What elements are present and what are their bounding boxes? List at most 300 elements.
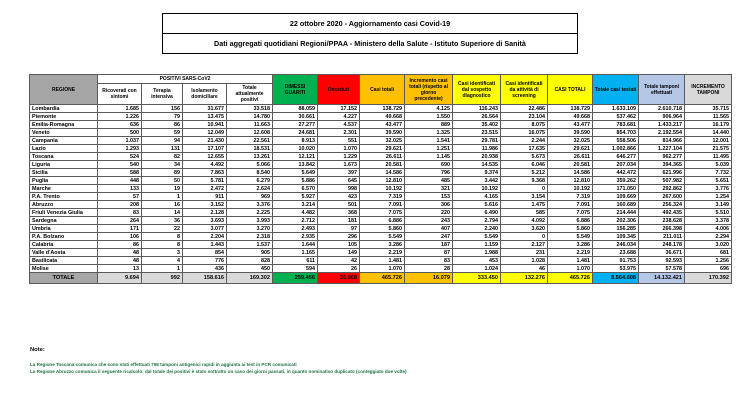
value-cell: 7.319	[360, 193, 405, 201]
value-cell: 26.564	[453, 113, 501, 121]
region-name: Toscana	[30, 153, 98, 161]
value-cell: 1.481	[360, 257, 405, 265]
value-cell: 17.635	[501, 145, 548, 153]
col-header-casi-totali-2: CASI TOTALI	[548, 75, 593, 105]
value-cell: 1.159	[453, 241, 501, 249]
value-cell: 11.565	[685, 113, 732, 121]
value-cell: 594	[273, 265, 318, 273]
value-cell: 8.540	[227, 169, 273, 177]
table-row	[30, 161, 732, 169]
value-cell: 83	[405, 257, 453, 265]
value-cell: 2.204	[183, 233, 227, 241]
value-cell: 1.254	[685, 193, 732, 201]
value-cell: 19	[142, 185, 183, 193]
col-header-screening: Casi identificati da attività di screening	[501, 75, 548, 105]
value-cell: 14.535	[453, 161, 501, 169]
value-cell: 131	[142, 145, 183, 153]
region-name: Valle d'Aosta	[30, 249, 98, 257]
value-cell: 5.549	[360, 233, 405, 241]
value-cell: 1.070	[548, 265, 593, 273]
value-cell: 106	[98, 233, 142, 241]
table-body	[30, 105, 732, 273]
value-cell: 11.495	[685, 153, 732, 161]
value-cell: 6.490	[453, 209, 501, 217]
note-line-abruzzo: La Regione Abruzzo comunica il seguente ricalcolo: dal totale dei positivi è stato sottratto un caso dei giorni passati, in quanto nominativo duplicato (conteggiato due volte)	[30, 368, 407, 374]
col-header-dimessi-guariti: DIMESSI GUARITI	[273, 75, 318, 105]
value-cell: 6.046	[501, 161, 548, 169]
value-cell: 1.256	[685, 257, 732, 265]
value-cell: 4.227	[318, 113, 360, 121]
total-value-cell: 170.392	[685, 273, 732, 284]
value-cell: 11.663	[227, 121, 273, 129]
value-cell: 267.600	[639, 193, 685, 201]
value-cell: 911	[183, 193, 227, 201]
value-cell: 450	[227, 265, 273, 273]
value-cell: 3.378	[685, 217, 732, 225]
value-cell: 238.628	[639, 217, 685, 225]
value-cell: 8	[142, 233, 183, 241]
value-cell: 6.886	[360, 217, 405, 225]
value-cell: 91.753	[593, 257, 639, 265]
col-header-ricoverati: Ricoverati con sintomi	[98, 84, 142, 105]
value-cell: 149	[318, 249, 360, 257]
value-cell: 1.293	[98, 145, 142, 153]
value-cell: 5.781	[183, 177, 227, 185]
value-cell: 10.192	[360, 185, 405, 193]
value-cell: 3.270	[227, 225, 273, 233]
total-value-cell: 36.968	[318, 273, 360, 284]
value-cell: 4.092	[501, 217, 548, 225]
value-cell: 46	[501, 265, 548, 273]
value-cell: 611	[273, 257, 318, 265]
value-cell: 82	[142, 153, 183, 161]
value-cell: 3.286	[548, 241, 593, 249]
value-cell: 208	[98, 201, 142, 209]
col-header-totale-positivi: Totale attualmente positivi	[227, 84, 273, 105]
value-cell: 181	[318, 217, 360, 225]
value-cell: 5.549	[453, 233, 501, 241]
value-cell: 94	[142, 137, 183, 145]
table-row	[30, 225, 732, 233]
total-value-cell: 158.616	[183, 273, 227, 284]
table-row	[30, 113, 732, 121]
value-cell: 1.227.104	[639, 145, 685, 153]
value-cell: 105	[318, 241, 360, 249]
value-cell: 256.324	[639, 201, 685, 209]
value-cell: 407	[405, 225, 453, 233]
value-cell: 187	[405, 241, 453, 249]
value-cell: 5.212	[501, 169, 548, 177]
value-cell: 5.673	[501, 153, 548, 161]
value-cell: 3.376	[227, 201, 273, 209]
value-cell: 448	[98, 177, 142, 185]
value-cell: 12.121	[273, 153, 318, 161]
value-cell: 5.066	[227, 161, 273, 169]
value-cell: 24.681	[273, 129, 318, 137]
value-cell: 8.075	[501, 121, 548, 129]
value-cell: 2.493	[273, 225, 318, 233]
region-name: Liguria	[30, 161, 98, 169]
value-cell: 2.240	[453, 225, 501, 233]
value-cell: 7.075	[548, 209, 593, 217]
value-cell: 485	[405, 177, 453, 185]
notes-section	[30, 347, 720, 376]
value-cell: 12.049	[183, 129, 227, 137]
value-cell: 1.325	[405, 129, 453, 137]
value-cell: 6.570	[273, 185, 318, 193]
value-cell: 5.860	[360, 225, 405, 233]
value-cell: 7.732	[685, 169, 732, 177]
value-cell: 1.251	[405, 145, 453, 153]
value-cell: 621.996	[639, 169, 685, 177]
value-cell: 16.179	[685, 121, 732, 129]
value-cell: 321	[405, 185, 453, 193]
region-name: Piemonte	[30, 113, 98, 121]
region-name: Lazio	[30, 145, 98, 153]
value-cell: 14	[142, 209, 183, 217]
table-row	[30, 185, 732, 193]
total-value-cell: 465.726	[360, 273, 405, 284]
value-cell: 3.020	[685, 241, 732, 249]
value-cell: 3.442	[453, 177, 501, 185]
value-cell: 266.398	[639, 225, 685, 233]
value-cell: 39.590	[548, 129, 593, 137]
value-cell: 646.277	[593, 153, 639, 161]
value-cell: 524	[98, 153, 142, 161]
value-cell: 83	[98, 209, 142, 217]
value-cell: 171	[98, 225, 142, 233]
table-row	[30, 137, 732, 145]
value-cell: 22	[142, 225, 183, 233]
value-cell: 7.091	[360, 201, 405, 209]
value-cell: 26	[318, 265, 360, 273]
value-cell: 4.537	[318, 121, 360, 129]
value-cell: 10.941	[183, 121, 227, 129]
value-cell: 537.462	[593, 113, 639, 121]
table-row	[30, 193, 732, 201]
region-name: Emilia-Romagna	[30, 121, 98, 129]
value-cell: 11.986	[453, 145, 501, 153]
value-cell: 828	[227, 257, 273, 265]
total-value-cell: 16.079	[405, 273, 453, 284]
value-cell: 2.794	[453, 217, 501, 225]
region-name: Puglia	[30, 177, 98, 185]
value-cell: 116.243	[453, 105, 501, 113]
region-name: P.A. Bolzano	[30, 233, 98, 241]
value-cell: 1.550	[405, 113, 453, 121]
value-cell: 905	[227, 249, 273, 257]
col-header-incremento-tamponi: INCREMENTO TAMPONI	[685, 75, 732, 105]
value-cell: 696	[685, 265, 732, 273]
value-cell: 423	[318, 193, 360, 201]
table-row	[30, 129, 732, 137]
value-cell: 23.515	[453, 129, 501, 137]
covid-data-table	[29, 74, 732, 284]
value-cell: 4.482	[273, 209, 318, 217]
value-cell: 79	[142, 113, 183, 121]
value-cell: 28	[405, 265, 453, 273]
value-cell: 12.608	[227, 129, 273, 137]
table-row	[30, 201, 732, 209]
value-cell: 30.661	[273, 113, 318, 121]
table-footer	[30, 273, 732, 284]
notes-title: Note:	[30, 347, 45, 353]
total-row-label: TOTALE	[30, 273, 98, 284]
value-cell: 2.610.718	[639, 105, 685, 113]
value-cell: 492.435	[639, 209, 685, 217]
value-cell: 1.226	[98, 113, 142, 121]
table-row	[30, 177, 732, 185]
value-cell: 681	[685, 249, 732, 257]
col-header-incremento-casi: Incremento casi totali (rispetto al giorno precedente)	[405, 75, 453, 105]
value-cell: 2.472	[183, 185, 227, 193]
value-cell: 296	[318, 233, 360, 241]
value-cell: 109.345	[593, 233, 639, 241]
value-cell: 776	[183, 257, 227, 265]
value-cell: 5.886	[273, 177, 318, 185]
value-cell: 1.481	[548, 257, 593, 265]
value-cell: 156	[142, 105, 183, 113]
value-cell: 3.152	[183, 201, 227, 209]
value-cell: 3	[142, 249, 183, 257]
value-cell: 57.578	[639, 265, 685, 273]
region-name: Marche	[30, 185, 98, 193]
value-cell: 36	[142, 217, 183, 225]
region-name: Umbria	[30, 225, 98, 233]
value-cell: 17.152	[318, 105, 360, 113]
value-cell: 16	[142, 201, 183, 209]
value-cell: 998	[318, 185, 360, 193]
value-cell: 854.703	[593, 129, 639, 137]
region-name: Lombardia	[30, 105, 98, 113]
value-cell: 5.039	[685, 161, 732, 169]
value-cell: 13.475	[183, 113, 227, 121]
value-cell: 551	[318, 137, 360, 145]
value-cell: 814.966	[639, 137, 685, 145]
table-row	[30, 105, 732, 113]
value-cell: 21.575	[685, 145, 732, 153]
value-cell: 50	[142, 177, 183, 185]
value-cell: 1.685	[98, 105, 142, 113]
value-cell: 133	[98, 185, 142, 193]
value-cell: 3.154	[501, 193, 548, 201]
value-cell: 690	[405, 161, 453, 169]
value-cell: 1.070	[318, 145, 360, 153]
value-cell: 2.301	[318, 129, 360, 137]
value-cell: 48	[98, 257, 142, 265]
value-cell: 7.075	[360, 209, 405, 217]
value-cell: 6.279	[227, 177, 273, 185]
value-cell: 10.192	[453, 185, 501, 193]
region-name: Abruzzo	[30, 201, 98, 209]
value-cell: 292.862	[639, 185, 685, 193]
col-header-sospetto-diagnostico: Casi identificati dal sospetto diagnostico	[453, 75, 501, 105]
value-cell: 12.810	[548, 177, 593, 185]
col-header-regione: REGIONE	[30, 75, 98, 105]
value-cell: 17.107	[183, 145, 227, 153]
value-cell: 889	[405, 121, 453, 129]
value-cell: 86	[98, 241, 142, 249]
value-cell: 588	[98, 169, 142, 177]
value-cell: 23.104	[501, 113, 548, 121]
value-cell: 247	[405, 233, 453, 241]
value-cell: 29.621	[360, 145, 405, 153]
value-cell: 109.669	[593, 193, 639, 201]
value-cell: 2.127	[501, 241, 548, 249]
table-row	[30, 233, 732, 241]
table-row	[30, 257, 732, 265]
value-cell: 5.616	[453, 201, 501, 209]
value-cell: 43.477	[360, 121, 405, 129]
total-value-cell: 9.694	[98, 273, 142, 284]
value-cell: 92.593	[639, 257, 685, 265]
region-name: Molise	[30, 265, 98, 273]
value-cell: 26.611	[360, 153, 405, 161]
value-cell: 48	[98, 249, 142, 257]
region-name: Veneto	[30, 129, 98, 137]
value-cell: 1	[142, 193, 183, 201]
value-cell: 202.306	[593, 217, 639, 225]
value-cell: 36.671	[639, 249, 685, 257]
region-name: Sicilia	[30, 169, 98, 177]
value-cell: 138.729	[548, 105, 593, 113]
value-cell: 39.590	[360, 129, 405, 137]
region-name: Sardegna	[30, 217, 98, 225]
value-cell: 2.935	[273, 233, 318, 241]
table-row	[30, 265, 732, 273]
total-value-cell: 333.450	[453, 273, 501, 284]
col-header-tamponi: Totale tamponi effettuati	[639, 75, 685, 105]
value-cell: 1.633.109	[593, 105, 639, 113]
value-cell: 368	[318, 209, 360, 217]
value-cell: 3.214	[273, 201, 318, 209]
value-cell: 2.219	[360, 249, 405, 257]
value-cell: 231	[501, 249, 548, 257]
table-row	[30, 217, 732, 225]
value-cell: 645	[318, 177, 360, 185]
table-row	[30, 209, 732, 217]
value-cell: 12.001	[685, 137, 732, 145]
value-cell: 88.059	[273, 105, 318, 113]
value-cell: 13.842	[273, 161, 318, 169]
total-value-cell: 259.456	[273, 273, 318, 284]
value-cell: 1.229	[318, 153, 360, 161]
value-cell: 7.091	[548, 201, 593, 209]
value-cell: 636	[98, 121, 142, 129]
value-cell: 207.034	[593, 161, 639, 169]
value-cell: 1.070	[360, 265, 405, 273]
value-cell: 87	[405, 249, 453, 257]
report-subtitle: Dati aggregati quotidiani Regioni/PPAA - Ministero della Salute - Istituto Superiore di Sanità	[214, 39, 526, 48]
region-name: Campania	[30, 137, 98, 145]
value-cell: 243	[405, 217, 453, 225]
value-cell: 29.781	[453, 137, 501, 145]
value-cell: 1.028	[501, 257, 548, 265]
value-cell: 436	[183, 265, 227, 273]
report-header	[162, 13, 578, 54]
value-cell: 32.025	[360, 137, 405, 145]
value-cell: 442.472	[593, 169, 639, 177]
region-name: P.A. Trento	[30, 193, 98, 201]
value-cell: 43.477	[548, 121, 593, 129]
col-header-deceduti: Deceduti	[318, 75, 360, 105]
total-value-cell: 132.276	[501, 273, 548, 284]
value-cell: 1.475	[501, 201, 548, 209]
total-value-cell: 169.302	[227, 273, 273, 284]
value-cell: 1.002.866	[593, 145, 639, 153]
value-cell: 783.681	[593, 121, 639, 129]
value-cell: 4.125	[405, 105, 453, 113]
value-cell: 1.433.217	[639, 121, 685, 129]
value-cell: 969	[227, 193, 273, 201]
value-cell: 5.927	[273, 193, 318, 201]
col-group-positivi: POSITIVI SARS-CoV2	[98, 75, 273, 84]
value-cell: 171.050	[593, 185, 639, 193]
value-cell: 18.531	[227, 145, 273, 153]
table-row	[30, 145, 732, 153]
value-cell: 4.492	[183, 161, 227, 169]
value-cell: 13	[98, 265, 142, 273]
table-row	[30, 249, 732, 257]
value-cell: 27.277	[273, 121, 318, 129]
value-cell: 1.165	[273, 249, 318, 257]
value-cell: 7.319	[548, 193, 593, 201]
value-cell: 3.286	[360, 241, 405, 249]
table-header	[30, 75, 732, 105]
value-cell: 0	[501, 233, 548, 241]
table-row	[30, 153, 732, 161]
value-cell: 220	[405, 209, 453, 217]
value-cell: 5.649	[273, 169, 318, 177]
value-cell: 1.145	[405, 153, 453, 161]
value-cell: 14.586	[548, 169, 593, 177]
value-cell: 854	[183, 249, 227, 257]
value-cell: 906.964	[639, 113, 685, 121]
value-cell: 3.776	[685, 185, 732, 193]
col-header-isolamento: Isolamento domiciliare	[183, 84, 227, 105]
value-cell: 22.561	[227, 137, 273, 145]
value-cell: 507.982	[639, 177, 685, 185]
value-cell: 5.510	[685, 209, 732, 217]
value-cell: 14.440	[685, 129, 732, 137]
value-cell: 12.655	[183, 153, 227, 161]
value-cell: 97	[318, 225, 360, 233]
value-cell: 59	[142, 129, 183, 137]
value-cell: 1.537	[227, 241, 273, 249]
value-cell: 23.688	[593, 249, 639, 257]
value-cell: 20.938	[453, 153, 501, 161]
value-cell: 4.165	[453, 193, 501, 201]
value-cell: 453	[453, 257, 501, 265]
col-header-terapia-intensiva: Terapia intensiva	[142, 84, 183, 105]
value-cell: 2.192.554	[639, 129, 685, 137]
value-cell: 1.443	[183, 241, 227, 249]
value-cell: 42	[318, 257, 360, 265]
value-cell: 1.644	[273, 241, 318, 249]
value-cell: 6.886	[548, 217, 593, 225]
value-cell: 7.863	[183, 169, 227, 177]
value-cell: 397	[318, 169, 360, 177]
value-cell: 2.244	[501, 137, 548, 145]
total-value-cell: 14.132.421	[639, 273, 685, 284]
total-row	[30, 273, 732, 284]
value-cell: 540	[98, 161, 142, 169]
value-cell: 3.077	[183, 225, 227, 233]
value-cell: 3.149	[685, 201, 732, 209]
value-cell: 2.318	[227, 233, 273, 241]
region-name: Friuli Venezia Giulia	[30, 209, 98, 217]
value-cell: 20.581	[360, 161, 405, 169]
